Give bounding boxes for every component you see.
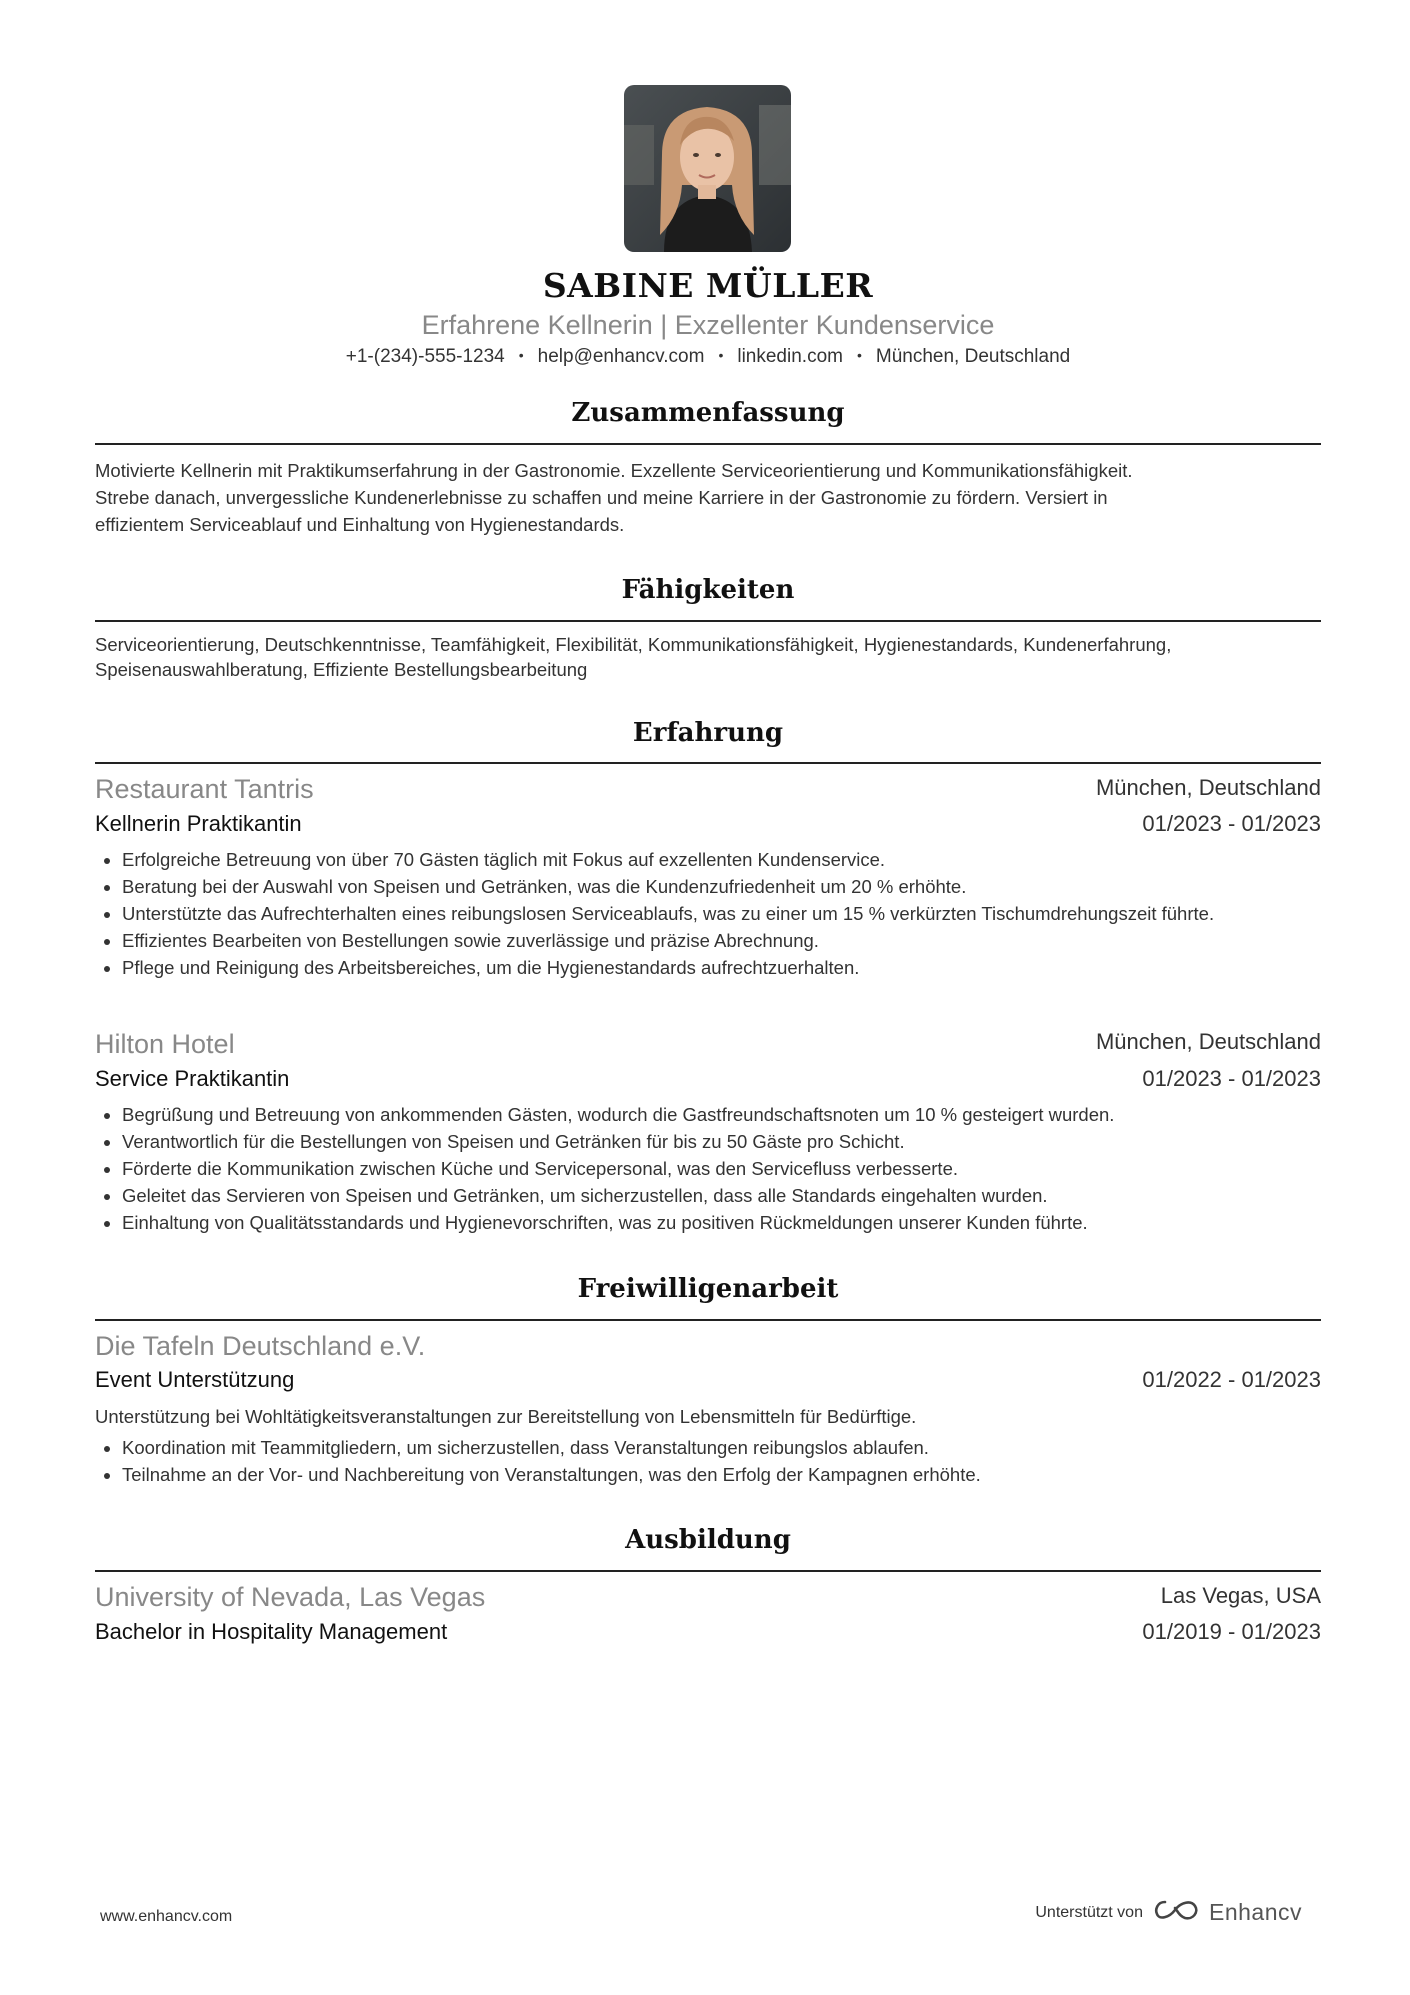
- section-divider: [95, 443, 1321, 445]
- phone-text: +1-(234)-555-1234: [345, 346, 505, 367]
- bullet-item: • Beratung bei der Auswahl von Speisen und Getränken, was die Kundenzufriedenheit um 20 % erhöhte.: [122, 873, 1321, 900]
- experience-bullets: [95, 1101, 1321, 1236]
- volunteer-role: Event Unterstützung: [95, 1367, 295, 1392]
- bullet-item: • Geleitet das Servieren von Speisen und Getränken, um sicherzustellen, dass alle Standards eingehalten wurden.: [122, 1182, 1321, 1209]
- enhancv-brand-text: Enhancv: [1208, 1899, 1302, 1925]
- experience-role: Service Praktikantin: [95, 1066, 290, 1091]
- bullet-item: • Erfolgreiche Betreuung von über 70 Gästen täglich mit Fokus auf exzellenten Kundenservice.: [122, 846, 1321, 873]
- bullet-item: • Unterstützte das Aufrechterhalten eines reibungslosen Serviceablaufs, was zu einer um 15 % verkürzten Tischumdrehungszeit führte.: [122, 900, 1321, 927]
- education-dates: 01/2019 - 01/2023: [1142, 1619, 1321, 1644]
- separator-dot: •: [718, 347, 724, 363]
- section-divider: [95, 762, 1321, 764]
- skills-line: Speisenauswahlberatung, Effiziente Bestellungsbearbeitung: [95, 659, 588, 680]
- summary-line: Motivierte Kellnerin mit Praktikumserfahrung in der Gastronomie. Exzellente Serviceorientierung und Kommunikationsfähigkeit.: [95, 460, 1133, 481]
- section-divider: [95, 1570, 1321, 1572]
- volunteer-org: Die Tafeln Deutschland e.V.: [95, 1331, 426, 1361]
- education-heading: Ausbildung: [625, 1525, 791, 1555]
- experience-org: Hilton Hotel: [95, 1029, 235, 1059]
- experience-heading: Erfahrung: [632, 718, 784, 748]
- bullet-item: • Teilnahme an der Vor- und Nachbereitung von Veranstaltungen, was den Erfolg der Kampagnen erhöhte.: [122, 1461, 1321, 1488]
- volunteer-heading: Freiwilligenarbeit: [577, 1274, 839, 1304]
- candidate-name: SABINE MÜLLER: [542, 266, 874, 305]
- experience-location: München, Deutschland: [1095, 775, 1321, 800]
- summary-text: [95, 457, 1321, 538]
- section-divider: [95, 620, 1321, 622]
- candidate-subtitle: Erfahrene Kellnerin | Exzellenter Kundenservice: [421, 310, 995, 340]
- enhancv-logo-icon: [1153, 1898, 1199, 1927]
- bullet-item: • Effizientes Bearbeiten von Bestellungen sowie zuverlässige und präzise Abrechnung.: [122, 927, 1321, 954]
- separator-dot: •: [856, 347, 862, 363]
- section-divider: [95, 1319, 1321, 1321]
- footer-branding: [1035, 1898, 1302, 1927]
- skills-heading: Fähigkeiten: [621, 575, 795, 605]
- experience-dates: 01/2023 - 01/2023: [1142, 811, 1321, 836]
- summary-line: Strebe danach, unvergessliche Kundenerlebnisse zu schaffen und meine Karriere in der Gastronomie zu fördern. Versiert in: [95, 487, 1108, 508]
- bullet-item: • Einhaltung von Qualitätsstandards und Hygienevorschriften, was zu positiven Rückmeldungen unserer Kunden führte.: [122, 1209, 1321, 1236]
- email-link[interactable]: help@enhancv.com: [537, 346, 705, 367]
- education-degree: Bachelor in Hospitality Management: [95, 1619, 448, 1644]
- bullet-item: • Verantwortlich für die Bestellungen von Speisen und Getränken für bis zu 50 Gäste pro Schicht.: [122, 1128, 1321, 1155]
- linkedin-link[interactable]: linkedin.com: [737, 346, 843, 367]
- powered-by-text: Unterstützt von: [1035, 1903, 1143, 1921]
- separator-dot: •: [518, 347, 524, 363]
- experience-role: Kellnerin Praktikantin: [95, 811, 302, 836]
- skills-line: Serviceorientierung, Deutschkenntnisse, Teamfähigkeit, Flexibilität, Kommunikationsfähigkeit, Hygienestandards, Kundenerfahrung,: [95, 634, 1172, 655]
- experience-bullets: [95, 846, 1321, 981]
- volunteer-description: Unterstützung bei Wohltätigkeitsveranstaltungen zur Bereitstellung von Lebensmitteln für Bedürftige.: [95, 1406, 917, 1427]
- experience-dates: 01/2023 - 01/2023: [1142, 1066, 1321, 1091]
- experience-location: München, Deutschland: [1095, 1029, 1321, 1054]
- education-org: University of Nevada, Las Vegas: [95, 1582, 486, 1612]
- location-text: München, Deutschland: [875, 346, 1071, 367]
- bullet-item: • Begrüßung und Betreuung von ankommenden Gästen, wodurch die Gastfreundschaftsnoten um 10 % gesteigert wurden.: [122, 1101, 1321, 1128]
- bullet-item: • Pflege und Reinigung des Arbeitsbereiches, um die Hygienestandards aufrechtzuerhalten.: [122, 954, 1321, 981]
- bullet-item: • Förderte die Kommunikation zwischen Küche und Servicepersonal, was den Servicefluss verbesserte.: [122, 1155, 1321, 1182]
- volunteer-dates: 01/2022 - 01/2023: [1142, 1367, 1321, 1392]
- summary-heading: Zusammenfassung: [571, 398, 845, 428]
- skills-text: [95, 632, 1321, 682]
- footer-website-link[interactable]: www.enhancv.com: [100, 1908, 233, 1925]
- summary-line: effizientem Serviceablauf und Einhaltung von Hygienestandards.: [95, 514, 625, 535]
- education-location: Las Vegas, USA: [1160, 1583, 1321, 1608]
- contact-line: [95, 346, 1321, 368]
- profile-photo: [624, 85, 791, 252]
- experience-org: Restaurant Tantris: [95, 774, 314, 804]
- bullet-item: • Koordination mit Teammitgliedern, um sicherzustellen, dass Veranstaltungen reibungslos ablaufen.: [122, 1434, 1321, 1461]
- volunteer-bullets: [95, 1434, 1321, 1488]
